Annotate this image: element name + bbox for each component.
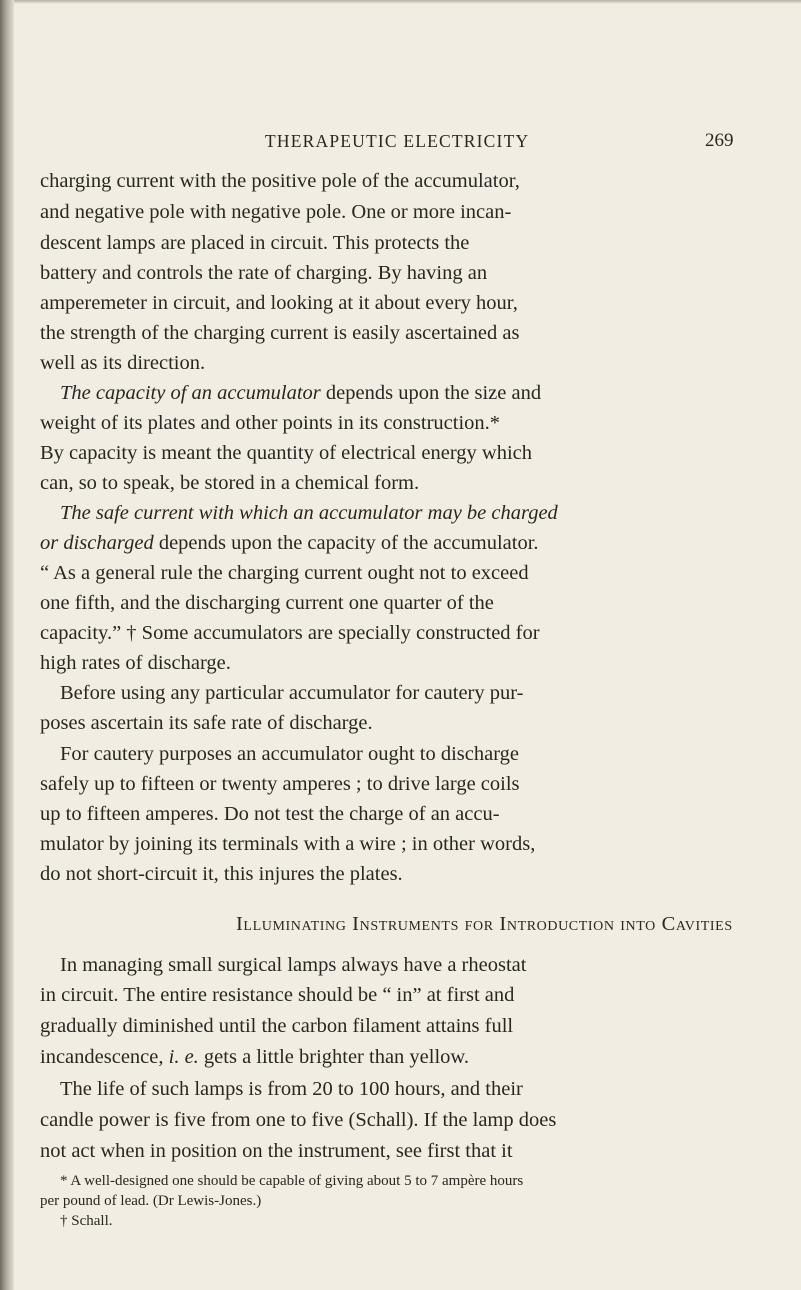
footnote: per pound of lead. (Dr Lewis-Jones.) [40, 1193, 262, 1209]
text-line: can, so to speak, be stored in a chemical form. [40, 472, 420, 494]
text-span: gets a little brighter than yellow. [198, 1046, 470, 1068]
text-line: gradually diminished until the carbon filament attains full [40, 1015, 514, 1037]
text-line: well as its direction. [40, 352, 206, 374]
section-heading: Illuminating Instruments for Introduction into Cavities [236, 913, 733, 935]
text-line: battery and controls the rate of charging. By having an [40, 262, 488, 284]
footnote: † Schall. [60, 1213, 113, 1229]
text-line: in circuit. The entire resistance should be “ in” at first and [40, 984, 515, 1006]
footnote: * A well-designed one should be capable of giving about 5 to 7 ampère hours [60, 1173, 524, 1189]
text-line: do not short-circuit it, this injures the plates. [40, 863, 403, 885]
incandescence-line [40, 1046, 469, 1069]
text-line: weight of its plates and other points in its construction.* [40, 412, 501, 434]
text-line: amperemeter in circuit, and looking at it about every hour, [40, 292, 518, 314]
text-line: The life of such lamps is from 20 to 100 hours, and their [60, 1078, 523, 1100]
capacity-paragraph-line [60, 382, 541, 405]
text-span: depends upon the size and [320, 382, 542, 404]
italic-abbrev: i. e. [168, 1046, 199, 1068]
running-title: THERAPEUTIC ELECTRICITY [265, 131, 530, 151]
text-line: mulator by joining its terminals with a wire ; in other words, [40, 833, 536, 855]
text-line: charging current with the positive pole of the accumulator, [40, 170, 520, 192]
text-span: depends upon the capacity of the accumulator. [153, 532, 539, 554]
text-line: In managing small surgical lamps always have a rheostat [60, 954, 527, 976]
text-line: By capacity is meant the quantity of electrical energy which [40, 442, 533, 464]
italic-term: or discharged [40, 532, 154, 554]
text-line: safely up to fifteen or twenty amperes ; to drive large coils [40, 773, 520, 795]
page-number: 269 [705, 130, 734, 151]
text-line: not act when in position on the instrument, see first that it [40, 1140, 513, 1162]
text-line: the strength of the charging current is easily ascertained as [40, 322, 520, 344]
text-line: up to fifteen amperes. Do not test the charge of an accu- [40, 803, 500, 825]
text-line: candle power is five from one to five (Schall). If the lamp does [40, 1109, 557, 1131]
italic-line: The safe current with which an accumulator may be charged [60, 502, 558, 524]
text-line: descent lamps are placed in circuit. This protects the [40, 232, 470, 254]
text-line: “ As a general rule the charging current ought not to exceed [40, 562, 529, 584]
safe-current-line [40, 532, 539, 555]
text-line: Before using any particular accumulator for cautery pur- [60, 682, 524, 704]
text-line: For cautery purposes an accumulator ought to discharge [60, 743, 520, 765]
text-line: and negative pole with negative pole. One or more incan- [40, 201, 512, 223]
text-line: poses ascertain its safe rate of discharge. [40, 712, 373, 734]
text-line: high rates of discharge. [40, 652, 231, 674]
page-edge-shadow [0, 0, 14, 1290]
italic-term: The capacity of an accumulator [60, 382, 321, 404]
text-line: one fifth, and the discharging current one quarter of the [40, 592, 494, 614]
page-top-edge [14, 0, 801, 4]
text-span: incandescence, [40, 1046, 169, 1068]
text-line: capacity.” † Some accumulators are specially constructed for [40, 622, 540, 644]
